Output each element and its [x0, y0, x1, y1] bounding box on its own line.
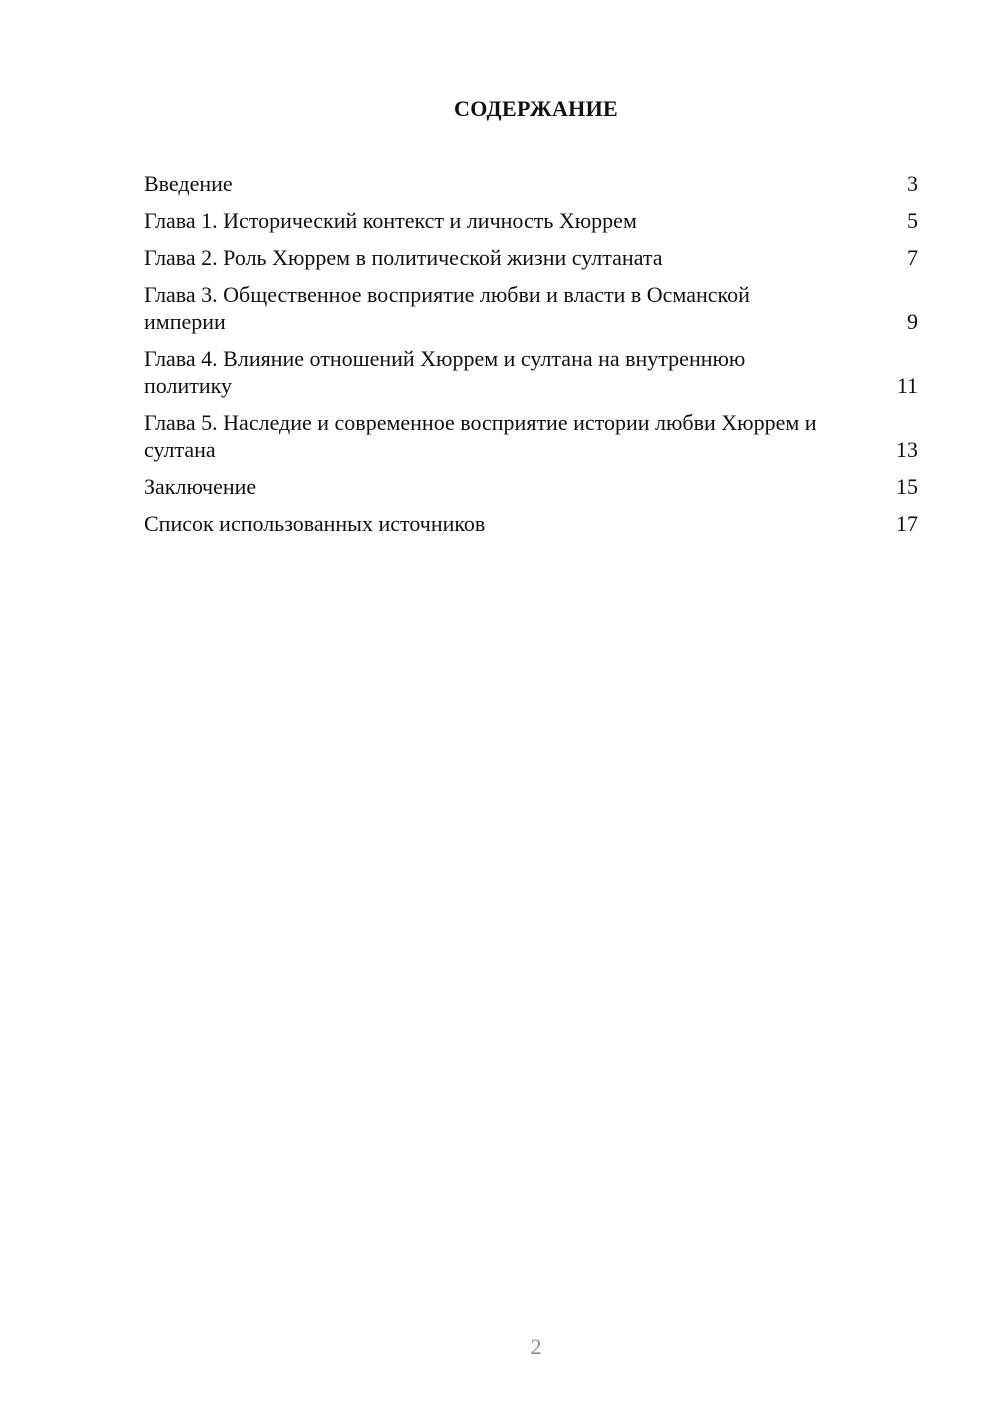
toc-entry-chapter-3[interactable] — [144, 281, 918, 335]
toc-entry-page: 17 — [896, 511, 918, 536]
toc-entry-page: 15 — [896, 474, 918, 499]
toc-entry-title: Введение — [144, 171, 233, 196]
toc-entry-title: Глава 4. Влияние отношений Хюррем и султана на внутреннюю политику — [144, 346, 746, 398]
toc-entry-title: Глава 5. Наследие и современное восприятие истории любви Хюррем и султана — [144, 410, 817, 462]
toc-entry-title: Глава 3. Общественное восприятие любви и власти в Османской империи — [144, 282, 750, 334]
toc-entry-title: Заключение — [144, 474, 257, 499]
toc-entry-title: Список использованных источников — [144, 511, 486, 536]
toc-entry-conclusion[interactable] — [144, 473, 918, 500]
toc-entry-chapter-1[interactable] — [144, 207, 918, 234]
toc-entry-chapter-4[interactable] — [144, 345, 918, 399]
toc-entry-page: 13 — [896, 437, 918, 462]
toc-entry-page: 3 — [907, 171, 918, 196]
toc-entry-page: 5 — [907, 208, 918, 233]
toc-entry-chapter-2[interactable] — [144, 244, 918, 271]
toc-heading: СОДЕРЖАНИЕ — [454, 96, 618, 121]
toc-entry-page: 9 — [907, 309, 918, 334]
toc-entry-page: 7 — [907, 245, 918, 270]
toc-entry-bibliography[interactable] — [144, 510, 918, 537]
page-number: 2 — [530, 1334, 542, 1359]
toc-entry-title: Глава 1. Исторический контекст и личность Хюррем — [144, 208, 637, 233]
toc-entry-chapter-5[interactable] — [144, 409, 918, 463]
toc-entry-introduction[interactable] — [144, 170, 918, 197]
table-of-contents — [144, 170, 918, 547]
toc-entry-page: 11 — [896, 373, 918, 398]
toc-entry-title: Глава 2. Роль Хюррем в политической жизни султаната — [144, 245, 663, 270]
